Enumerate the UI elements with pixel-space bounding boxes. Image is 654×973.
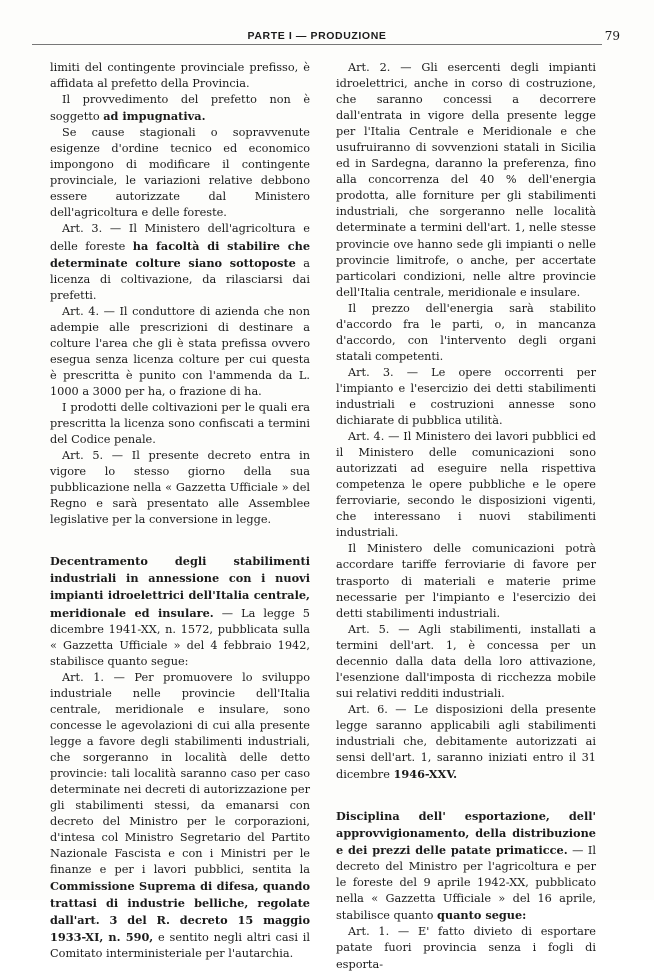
bold-text: quanto segue: (437, 908, 527, 923)
paragraph: Art. 1. — E' fatto divieto di esportare patate fuori provincia senza i fogli di esporta- (336, 925, 596, 971)
paragraph-text: Il provvedimento del prefetto non è soggetto (50, 93, 310, 124)
paragraph-text: Art. 6. — Le disposizioni della presente legge saranno applicabili agli stabilimenti industriali che, debitamente autorizzati ai sensi dell'art. 1, saranno iniziati entro il 31 dicembre (336, 702, 596, 782)
paragraph-text: Art. 1. — Per promuovere lo sviluppo industriale nelle provincie dell'Italia centrale, meridionale e insulare, sono concesse le agevolazioni di cui alla presente legge a favore degli stabilimenti industriali, che sorgeranno in località delle detto provincie: tali località saranno caso per caso determinate nei decreti di autorizzazione per gli stabilimenti stessi, da emanarsi con decreto del Ministro per le corporazioni, d'intesa col Ministro Segretario del Partito Nazionale Fascista e con i Ministri per le finanze e per i lavori pubblici, sentita la (50, 670, 310, 877)
right-column (336, 60, 596, 971)
running-header (32, 29, 620, 45)
paragraph-text: Art. 3. — Il Ministero dell'agricoltura e delle foreste (50, 222, 310, 253)
paragraph (336, 702, 596, 783)
page-number: 79 (604, 29, 620, 43)
section-intro: — La legge 5 dicembre 1941-XX, n. 1572, pubblicata sulla « Gazzetta Ufficiale » del 4 febbraio 1942, stabilisce quanto segue: (50, 606, 310, 668)
section-heading: Disciplina dell' esportazione, dell' approvvigionamento, della distribuzione e dei prezzi delle patate primaticce. (336, 809, 596, 858)
paragraph (50, 221, 310, 303)
paragraph: Art. 5. — Agli stabilimenti, installati a termini dell'art. 1, è concessa per un decennio dalla data della loro attivazione, l'esenzione dall'imposta di ricchezza mobile sui relativi redditi industriali. (336, 622, 596, 700)
paragraph-text: a licenza di coltivazione, da rilasciarsi dai prefetti. (50, 256, 310, 302)
paragraph: Art. 4. — Il Ministero dei lavori pubblici ed il Ministero delle comunicazioni sono autorizzati ad eseguire nella rispettiva competenza le opere pubbliche e le opere ferroviarie, secondo le disposizioni vigenti, che interessano i nuovi stabilimenti industriali. (336, 430, 596, 540)
bold-text: ad impugnativa. (103, 109, 206, 124)
paragraph: I prodotti delle coltivazioni per le quali era prescritta la licenza sono confiscati a termini del Codice penale. (50, 400, 310, 447)
paragraph: Art. 5. — Il presente decreto entra in vigore lo stesso giorno della sua pubblicazione nella « Gazzetta Ufficiale » del Regno e sarà presentato alle Assemblee legislative per la conversione in legge. (50, 449, 310, 527)
paragraph: Il Ministero delle comunicazioni potrà accordare tariffe ferroviarie di favore per trasporto di materiali e materie prime necessarie per l'impianto e l'esercizio dei detti stabilimenti industriali. (336, 542, 596, 620)
paragraph (50, 92, 310, 125)
section-paragraph (336, 808, 596, 924)
paragraph: Art. 3. — Le opere occorrenti per l'impianto e l'esercizio dei detti stabilimenti industriali e costruzioni annesse sono dichiarate di pubblica utilità. (336, 365, 596, 428)
section-paragraph (50, 553, 310, 669)
bold-text: ha facoltà di stabilire che determinate colture siano sottoposte (50, 238, 311, 270)
section-heading: Decentramento degli stabilimenti industriali in annessione con i nuovi impianti idroelettrici dell'Italia centrale, meridionale ed insulare. (50, 554, 310, 620)
paragraph: Art. 4. — Il conduttore di azienda che non adempie alle prescrizioni di destinare a colture l'area che gli è stata prefissa ovvero esegua senza licenza colture per cui questa è prescritta è punito con l'ammenda da L. 1000 a 3000 per ha, o frazione di ha. (50, 304, 310, 398)
paragraph-text: e sentito negli altri casi il Comitato interministeriale per l'autarchia. (50, 931, 310, 961)
paragraph: Il prezzo dell'energia sarà stabilito d'accordo fra le parti, o, in mancanza d'accordo, con l'intervento degli organi statali competenti. (336, 301, 596, 363)
section-title: PARTE I — PRODUZIONE (247, 30, 387, 42)
paragraph: Art. 2. — Gli esercenti degli impianti idroelettrici, anche in corso di costruzione, che saranno concessi a decorrere dall'entrata in vigore della presente legge per l'Italia Centrale e Meridionale e che usufruiranno di sovvenzioni statali in Sicilia ed in Sardegna, daranno la preferenza, fino alla concorrenza del 40 % dell'energia prodotta, alle forniture per gli stabilimenti industriali, che sorgeranno nelle località determinate a termini dell'art. 1, nelle stesse provincie ove hanno sede gli impianti o nelle provincie limitrofe, o anche, per accertate particolari condizioni, nelle altre provincie dell'Italia centrale, meridionale e insulare. (336, 61, 596, 299)
paragraph (50, 670, 310, 963)
left-column (50, 60, 311, 961)
bold-text: Commissione Suprema di difesa, quando trattasi di industrie belliche, regolate dall'art. 3 del R. decreto 15 maggio 1933-XI, n. 590, (50, 879, 310, 945)
paragraph: Se cause stagionali o sopravvenute esigenze d'ordine tecnico ed economico impongono di modificare il contingente provinciale, le variazioni relative debbono essere autorizzate dal Ministero dell'agricoltura e delle foreste. (50, 126, 310, 220)
bold-text: 1946-XXV. (393, 767, 458, 782)
paragraph: limiti del contingente provinciale prefisso, è affidata al prefetto della Provincia. (50, 61, 310, 91)
section-intro: — Il decreto del Ministro per l'agricoltura e per le foreste del 9 aprile 1942-XX, pubblicato nella « Gazzetta Ufficiale » del 16 aprile, stabilisce quanto (336, 844, 596, 923)
